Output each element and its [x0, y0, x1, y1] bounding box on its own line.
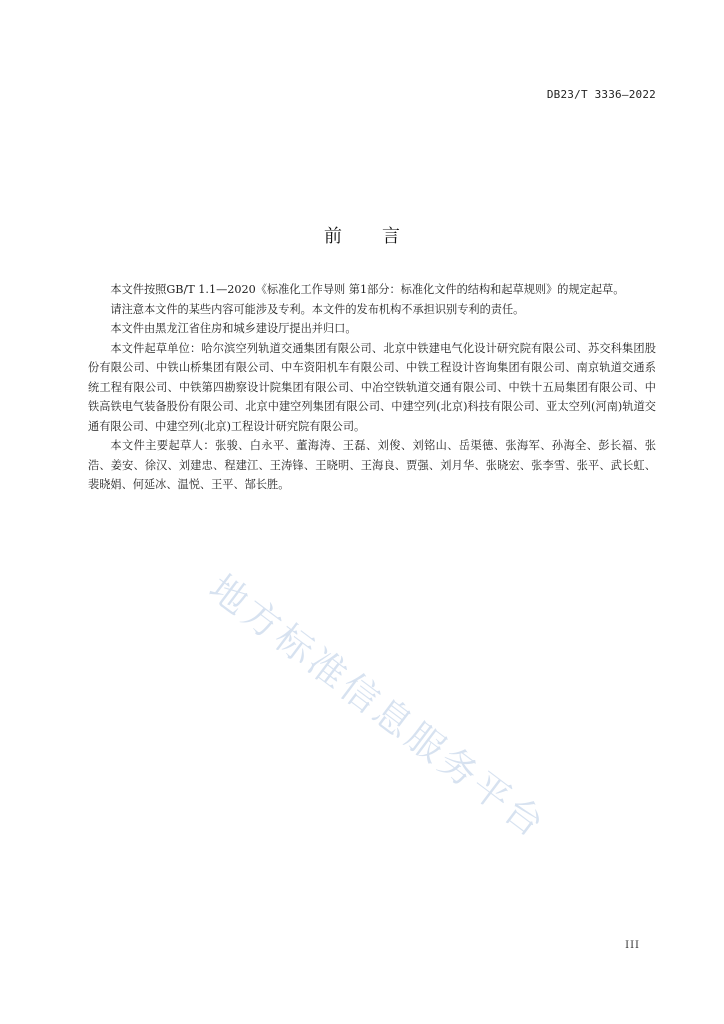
watermark: 地方标准信息服务平台 — [201, 566, 555, 848]
paragraph-drafting-basis: 本文件按照GB/T 1.1—2020《标准化工作导则 第1部分：标准化文件的结构和起草规则》的规定起草。 — [110, 283, 625, 296]
paragraph-drafters: 本文件主要起草人：张骏、白永平、董海涛、王磊、刘俊、刘铭山、岳渠德、张海军、孙海全、彭长福、张浩、姜安、徐汉、刘建忠、程建江、王涛锋、王晓明、王海良、贾强、刘月华、张晓宏、张李雪、张平、武长虹、裴晓娟、何延冰、温悦、王平、郜长胜。 — [88, 439, 656, 491]
foreword-body — [88, 280, 656, 495]
paragraph-patent-notice: 请注意本文件的某些内容可能涉及专利。本文件的发布机构不承担识别专利的责任。 — [110, 302, 525, 316]
standard-code: DB23/T 3336—2022 — [546, 88, 656, 101]
page-title: 前言 — [324, 226, 440, 247]
page-number: III — [625, 940, 640, 951]
paragraph-proposer: 本文件由黑龙江省住房和城乡建设厅提出并归口。 — [110, 322, 357, 335]
paragraph-drafting-units: 本文件起草单位：哈尔滨空列轨道交通集团有限公司、北京中铁建电气化设计研究院有限公司、苏交科集团股份有限公司、中铁山桥集团有限公司、中车资阳机车有限公司、中铁工程设计咨询集团有限公司、南京轨道交通系统工程有限公司、中铁第四勘察设计院集团有限公司、中冶空铁轨道交通有限公司、中铁十五局集团有限公司、中铁高铁电气装备股份有限公司、北京中建空列集团有限公司、中建空列(北京)科技有限公司、亚太空列(河南)轨道交通有限公司、中建空列(北京)工程设计研究院有限公司。 — [88, 341, 656, 433]
